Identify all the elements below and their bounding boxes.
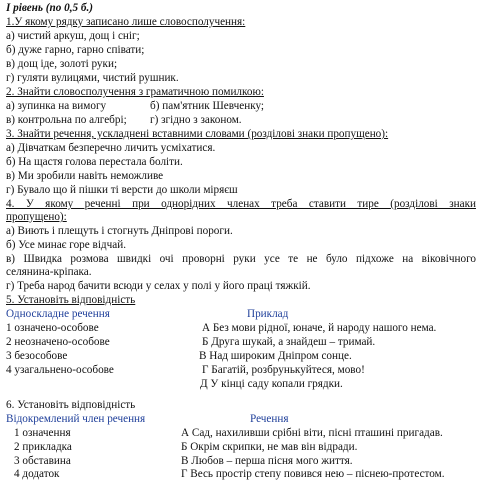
q3-option-b: б) На щастя голова перестала боліти. [6,156,183,168]
q6-left-item-2: 2 прикладка [14,441,72,453]
q5-title: 5. Установіть відповідність [6,294,136,306]
q2-question: 2. Знайти словосполучення з граматичною помилкою: [6,86,264,98]
q6-left-item-3: 3 обставина [14,455,71,467]
q6-right-item-a: А Сад, нахиливши срібні віти, пісні пташині пригадав. [181,427,443,439]
q6-right-item-c: В Любов – перша пісня мого життя. [181,455,353,467]
q6-title: 6. Установіть відповідність [6,399,136,411]
q1-option-c: в) дощ іде, золоті руки; [6,58,118,70]
q5-right-item-d: Г Багатій, розбрунькуйтеся, мово! [202,364,365,376]
q6-left-item-1: 1 означення [14,427,71,439]
q5-left-item-3: 3 безособове [6,350,68,362]
q4-option-c-cont: селянина-кріпака. [6,266,92,278]
q5-left-header: Односкладне речення [6,308,110,320]
q4-option-b: б) Усе минає горе відчай. [6,239,126,251]
q6-right-item-d: Г Весь простір степу повився нею – піснею-протестом. [181,468,445,480]
q4-option-c: в) Швидка розмова швидкі очі проворні руки усе те не було підхоже на віковічного [6,253,476,265]
q3-option-d: г) Бувало що й пішки ті версти до школи міряєш [6,184,238,196]
q4-question-line1: 4. У якому реченні при однорідних членах треба ставити тире (розділові знаки [6,198,476,210]
q5-right-item-a: А Без мови рідної, юначе, й народу нашого нема. [202,322,437,334]
q4-option-d: г) Треба народ бачити всюди у селах у полі у його праці тяжкій. [6,280,311,292]
q1-option-d: г) гуляти вулицями, чистий рушник. [6,72,179,84]
q6-left-item-4: 4 додаток [14,468,60,480]
q3-question: 3. Знайти речення, ускладнені вставними словами (розділові знаки пропущено): [6,128,389,140]
level-heading: І рівень (по 0,5 б.) [6,2,94,14]
q1-option-b: б) дуже гарно, гарно співати; [6,44,145,56]
q5-left-item-2: 2 неозначено-особове [6,336,110,348]
q2-option-c: в) контрольна по алгебрі; [6,114,127,126]
q4-question-line2: пропущено): [6,211,67,223]
q6-right-item-b: Б Окрім скрипки, не мав він відради. [181,441,358,453]
q5-left-item-1: 1 означено-особове [6,322,99,334]
q2-option-b: б) пам'ятник Шевченку; [150,100,265,112]
q6-right-header: Речення [250,413,289,425]
q4-option-a: а) Виють і плещуть і стогнуть Дніпрові пороги. [6,225,233,237]
q5-right-header: Приклад [247,308,289,320]
q1-question: 1.У якому рядку записано лише словосполучення: [6,16,246,28]
q5-left-item-4: 4 узагальнено-особове [6,364,114,376]
q3-option-c: в) Ми зробили навіть неможливе [6,170,164,182]
q5-right-item-b: Б Друга шукай, а знайдеш – тримай. [202,336,376,348]
q5-right-item-e: Д У кінці саду копали грядки. [200,378,343,390]
q1-option-a: а) чистий аркуш, дощ і сніг; [6,30,140,42]
q2-option-a: а) зупинка на вимогу [6,100,107,112]
q3-option-a: а) Дівчаткам безперечно личить усміхатися. [6,142,216,154]
q2-option-d: г) згідно з законом. [150,114,242,126]
q6-left-header: Відокремлений член речення [6,413,146,425]
q5-right-item-c: В Над широким Дніпром сонце. [199,350,352,362]
